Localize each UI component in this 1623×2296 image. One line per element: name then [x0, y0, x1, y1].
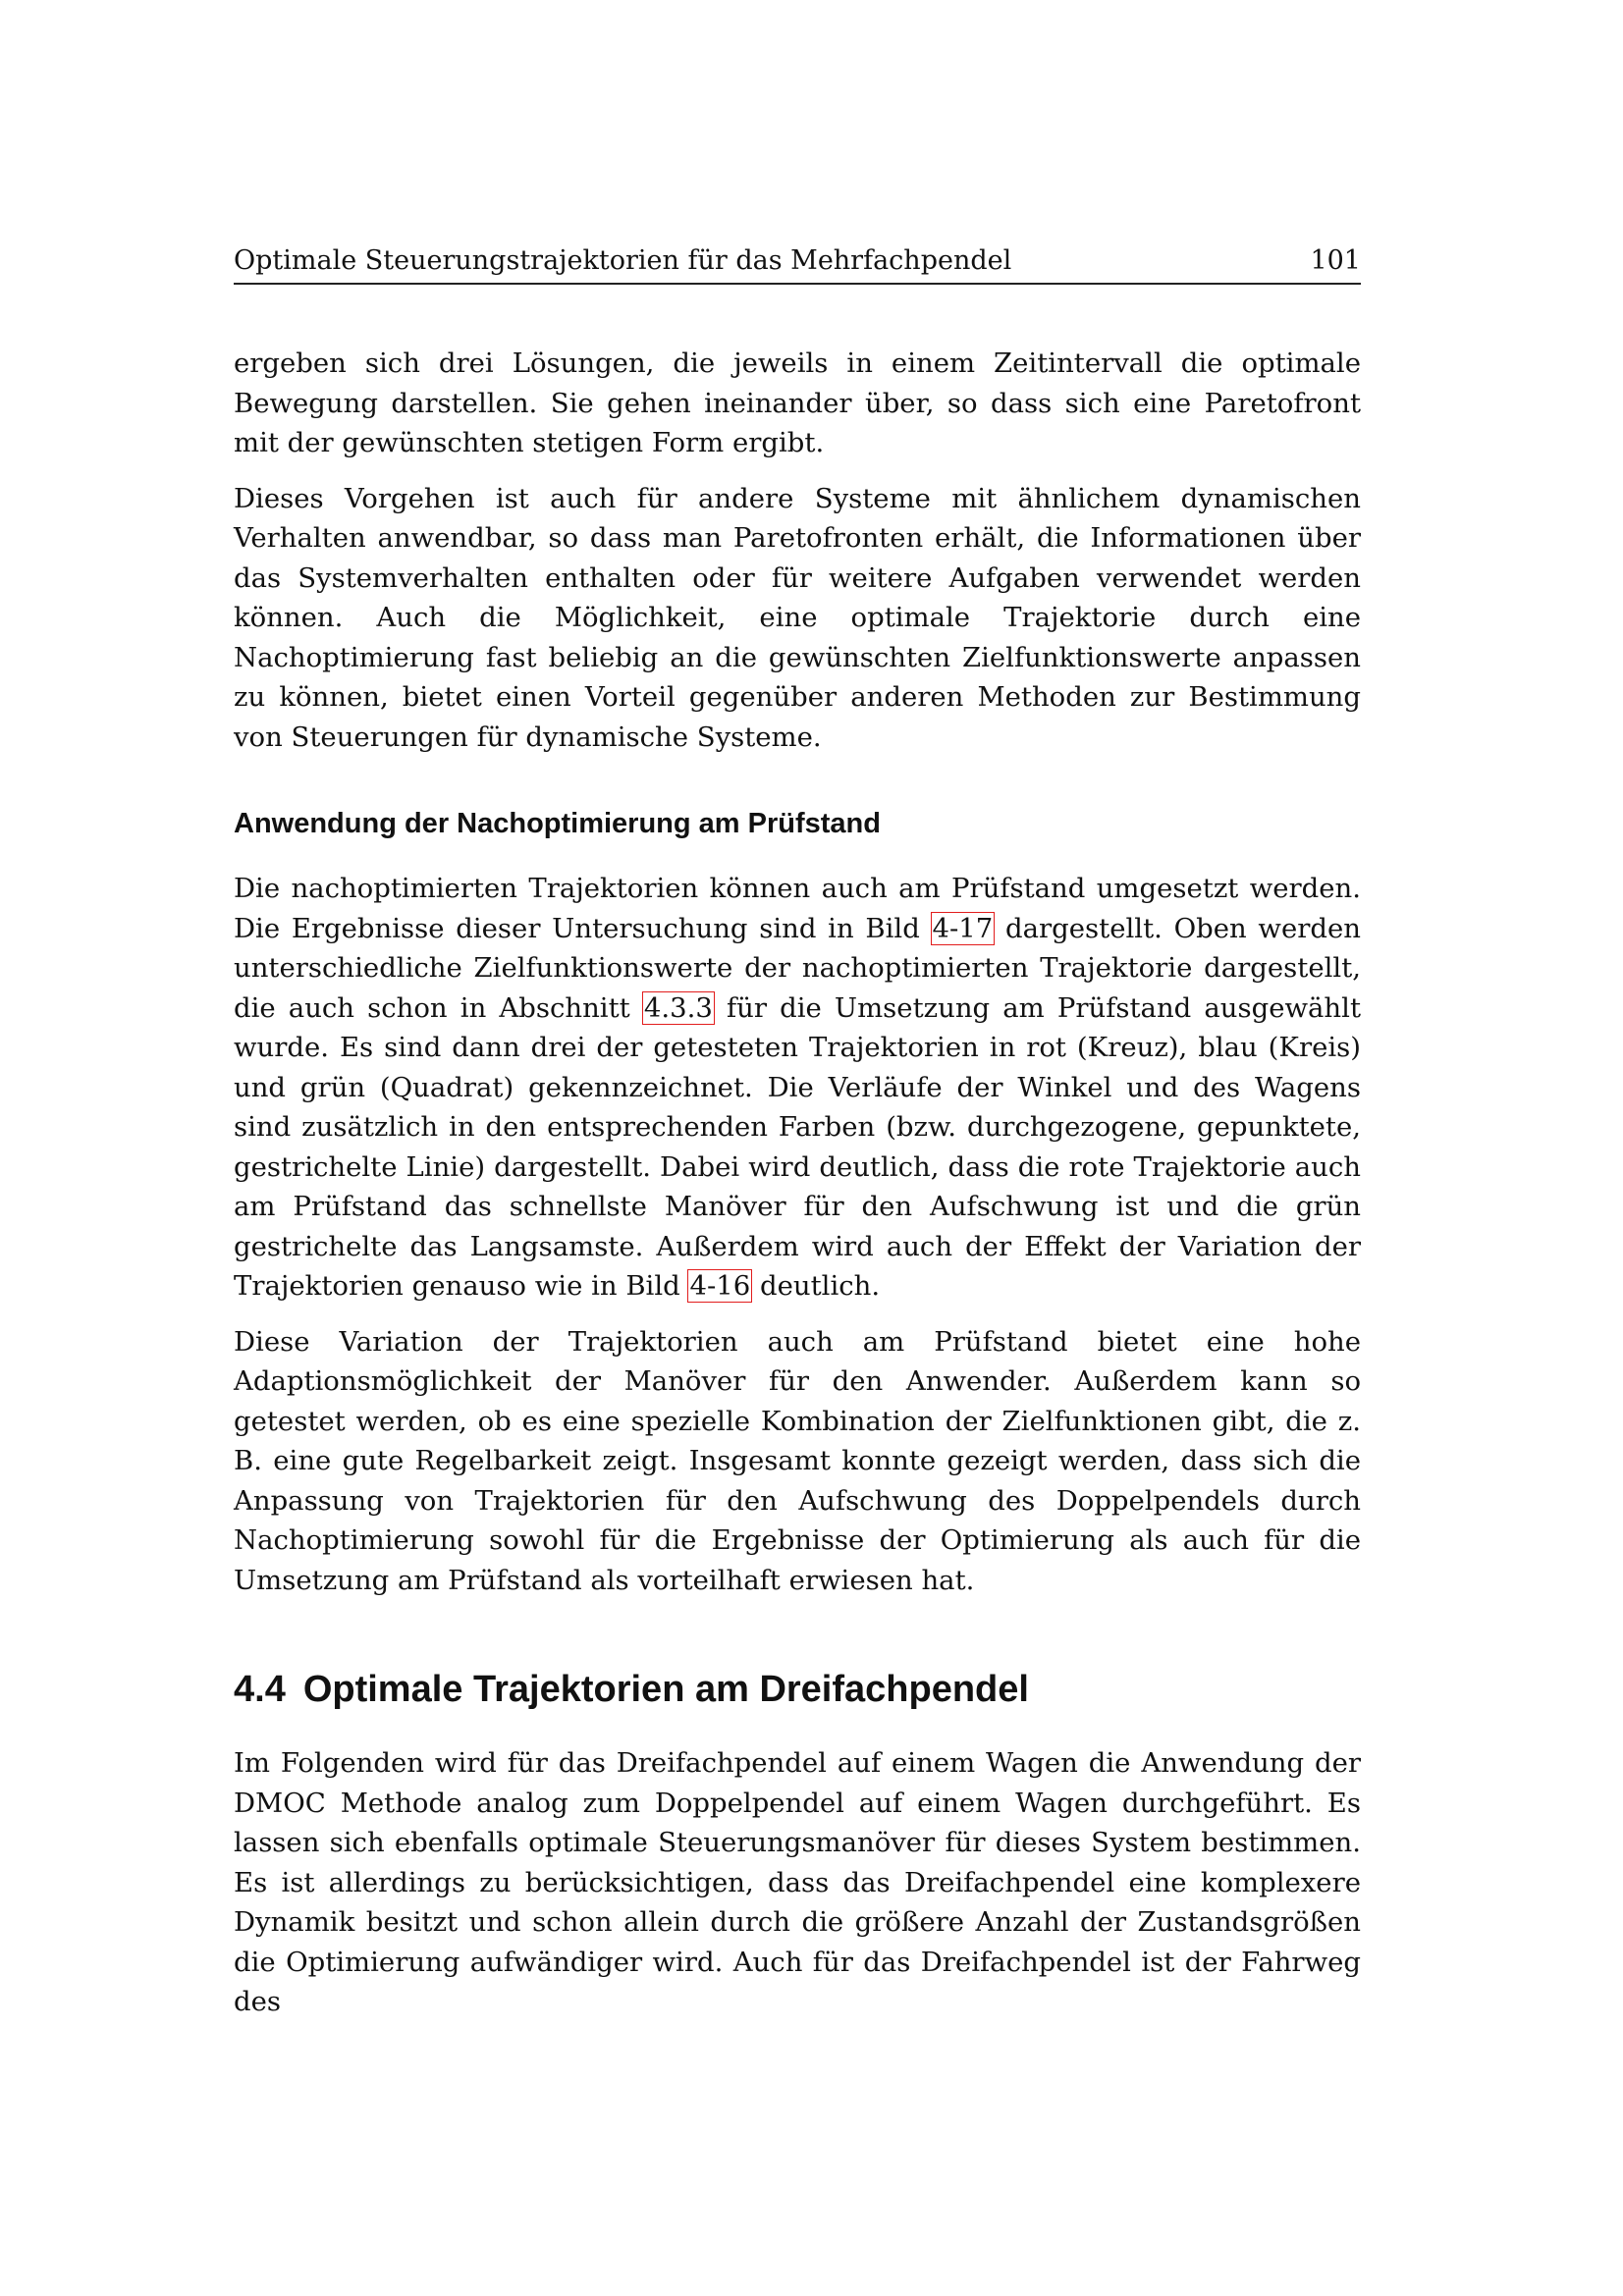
running-header: [234, 243, 1361, 279]
paragraph-3: Die nachoptimierten Trajektorien können auch am Prüfstand umgesetzt werden. Die Ergebnisse dieser Untersuchung sind in Bild 4-17 dargestellt. Oben werden unterschiedliche Zielfunktionswerte der nachoptimierten Trajektorie dargestellt, die auch schon in Abschnitt 4.3.3 für die Umsetzung am Prüfstand ausgewählt wurde. Es sind dann drei der getesteten Trajektorien in rot (Kreuz), blau (Kreis) und grün (Quadrat) gekennzeichnet. Die Verläufe der Winkel und des Wagens sind zusätzlich in den entsprechenden Farben (bzw. durchgezogene, gepunktete, gestrichelte Linie) dargestellt. Dabei wird deutlich, dass die rote Trajektorie auch am Prüfstand das schnellste Manöver für den Aufschwung ist und die grün gestrichelte das Langsamste. Außerdem wird auch der Effekt der Variation der Trajektorien genauso wie in Bild 4-16 deutlich.: [234, 873, 1361, 1302]
section-number: 4.4: [234, 1669, 286, 1710]
paragraph-4: Diese Variation der Trajektorien auch am Prüfstand bietet eine hohe Adaptionsmöglichkeit der Manöver für den Anwender. Außerdem kann so getestet werden, ob es eine spezielle Kombination der Zielfunktionen gibt, die z. B. eine gute Regelbarkeit zeigt. Insgesamt konnte gezeigt werden, dass sich die Anpassung von Trajektorien für den Aufschwung des Doppelpendels durch Nachoptimierung sowohl für die Ergebnisse der Optimierung als auch für die Umsetzung am Prüfstand als vorteilhaft erwiesen hat.: [234, 1325, 1361, 1596]
section-heading: [234, 1667, 1361, 1712]
running-title: Optimale Steuerungstrajektorien für das Mehrfachpendel: [234, 245, 1012, 276]
body-text: [234, 344, 1361, 2022]
subsection-heading: Anwendung der Nachoptimierung am Prüfstand: [234, 808, 881, 839]
header-rule: [234, 283, 1361, 285]
figure-link-4-16[interactable]: 4-16: [689, 1270, 751, 1302]
figure-link-4-17[interactable]: 4-17: [932, 912, 994, 944]
paragraph-5: Im Folgenden wird für das Dreifachpendel auf einem Wagen die Anwendung der DMOC Methode analog zum Doppelpendel auf einem Wagen durchgeführt. Es lassen sich ebenfalls optimale Steuerungsmanöver für dieses System bestimmen. Es ist allerdings zu berücksichtigen, dass das Dreifachpendel eine komplexere Dynamik besitzt und schon allein durch die größere Anzahl der Zustandsgrößen die Optimierung aufwändiger wird. Auch für das Dreifachpendel ist der Fahrweg des: [234, 1747, 1361, 2017]
page-number: 101: [1310, 245, 1361, 276]
paragraph-2: Dieses Vorgehen ist auch für andere Systeme mit ähnlichem dynamischen Verhalten anwendbar, so dass man Paretofronten erhält, die Informationen über das Systemverhalten enthalten oder für weitere Aufgaben verwendet werden können. Auch die Möglichkeit, eine optimale Trajektorie durch eine Nachoptimierung fast beliebig an die gewünschten Zielfunktionswerte anpassen zu können, bietet einen Vorteil gegenüber anderen Methoden zur Bestimmung von Steuerungen für dynamische Systeme.: [234, 482, 1361, 753]
paragraph-1: ergeben sich drei Lösungen, die jeweils in einem Zeitintervall die optimale Bewegung darstellen. Sie gehen ineinander über, so dass sich eine Paretofront mit der gewünschten stetigen Form ergibt.: [234, 347, 1361, 458]
section-title: Optimale Trajektorien am Dreifachpendel: [302, 1669, 1029, 1710]
section-link-4-3-3[interactable]: 4.3.3: [643, 991, 713, 1024]
